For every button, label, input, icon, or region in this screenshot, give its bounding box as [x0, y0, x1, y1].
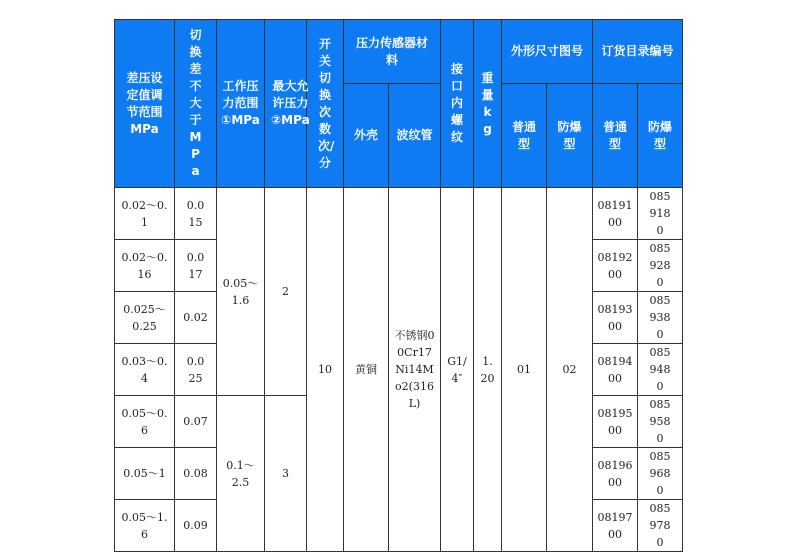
dims-normal-cell: 01: [502, 188, 547, 552]
order-normal-cell: 0819100: [593, 188, 638, 240]
max-pressure-cell: 3: [265, 396, 307, 552]
diff-cell: 0.02: [175, 292, 217, 344]
order-normal-cell: 0819700: [593, 500, 638, 552]
header-dims-normal: 普通型: [502, 84, 547, 188]
spec-table: [114, 19, 683, 552]
diff-cell: 0.08: [175, 448, 217, 500]
order-ex-cell: 0859480: [638, 344, 683, 396]
header-work: 工作压力范围①MPa: [217, 20, 265, 188]
range-cell: 0.03～0.4: [115, 344, 175, 396]
order-ex-cell: 0859580: [638, 396, 683, 448]
diff-cell: 0.09: [175, 500, 217, 552]
order-ex-cell: 0859780: [638, 500, 683, 552]
work-range-cell: 0.05～1.6: [217, 188, 265, 396]
header-range: 差压设定值调节范围MPa: [115, 20, 175, 188]
table-row: [115, 188, 683, 240]
thread-cell: G1/4″: [441, 188, 474, 552]
header-weight: 重量kg: [474, 20, 502, 188]
order-normal-cell: 0819500: [593, 396, 638, 448]
range-cell: 0.02～0.16: [115, 240, 175, 292]
order-ex-cell: 0859380: [638, 292, 683, 344]
header-switch: 开关切换次数次/分: [307, 20, 344, 188]
max-pressure-cell: 2: [265, 188, 307, 396]
header-maxp: 最大允许压力②MPa: [265, 20, 307, 188]
header-thread: 接口内螺纹: [441, 20, 474, 188]
diff-cell: 0.025: [175, 344, 217, 396]
header-order: 订货目录编号: [593, 20, 683, 84]
weight-cell: 1.20: [474, 188, 502, 552]
switch-count-cell: 10: [307, 188, 344, 552]
order-normal-cell: 0819300: [593, 292, 638, 344]
range-cell: 0.025～0.25: [115, 292, 175, 344]
header-sensor: 压力传感器材料: [344, 20, 441, 84]
range-cell: 0.05～0.6: [115, 396, 175, 448]
order-normal-cell: 0819600: [593, 448, 638, 500]
header-order-normal: 普通型: [593, 84, 638, 188]
range-cell: 0.05～1.6: [115, 500, 175, 552]
header-diff: 切换差不大于MPa: [175, 20, 217, 188]
header-shell: 外壳: [344, 84, 389, 188]
order-ex-cell: 0859680: [638, 448, 683, 500]
dims-ex-cell: 02: [547, 188, 593, 552]
header-order-ex: 防爆型: [638, 84, 683, 188]
order-normal-cell: 0819200: [593, 240, 638, 292]
header-bellows: 波纹管: [389, 84, 441, 188]
header-dims: 外形尺寸图号: [502, 20, 593, 84]
bellows-material-cell: 不锈钢00Cr17Ni14Mo2(316L): [389, 188, 441, 552]
shell-material-cell: 黄铜: [344, 188, 389, 552]
order-normal-cell: 0819400: [593, 344, 638, 396]
order-ex-cell: 0859180: [638, 188, 683, 240]
range-cell: 0.05～1: [115, 448, 175, 500]
order-ex-cell: 0859280: [638, 240, 683, 292]
work-range-cell: 0.1～2.5: [217, 396, 265, 552]
header-dims-ex: 防爆型: [547, 84, 593, 188]
diff-cell: 0.07: [175, 396, 217, 448]
diff-cell: 0.015: [175, 188, 217, 240]
range-cell: 0.02～0.1: [115, 188, 175, 240]
diff-cell: 0.017: [175, 240, 217, 292]
